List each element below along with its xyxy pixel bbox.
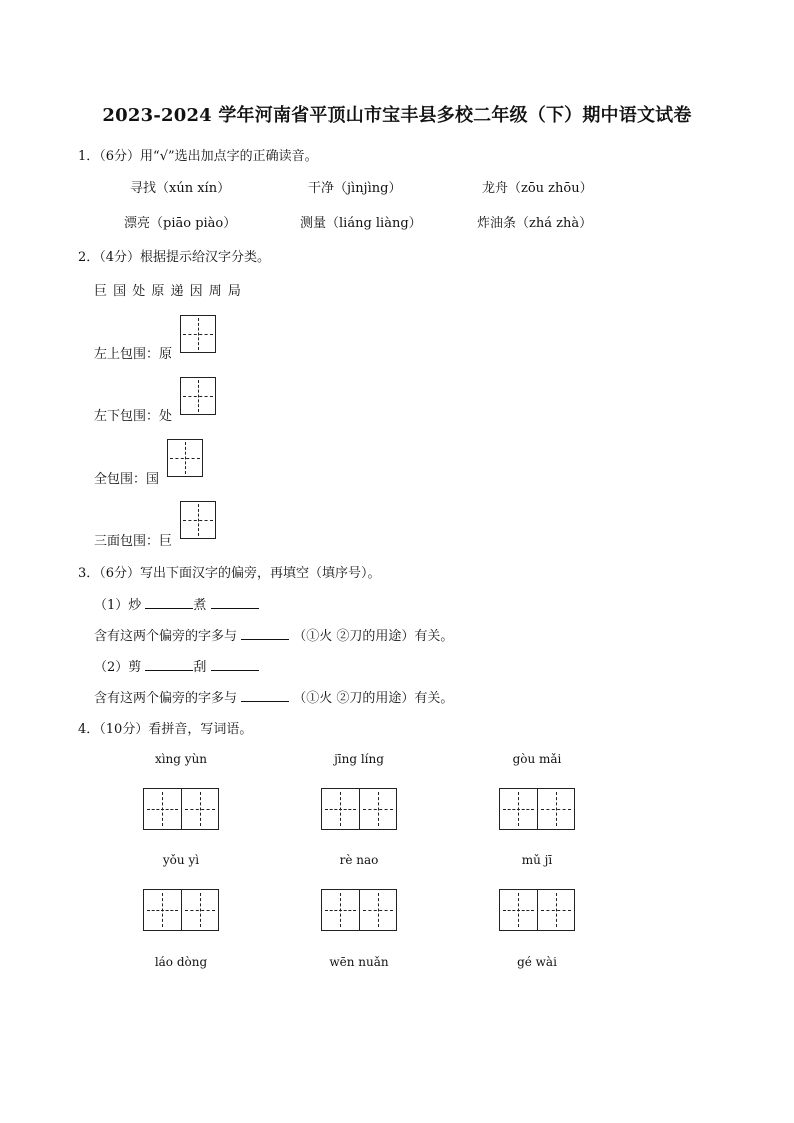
pinyin-label: gé wài — [517, 955, 557, 969]
answer-blank[interactable] — [145, 596, 193, 609]
word-grid[interactable] — [499, 788, 575, 830]
q2-row: 左下包围：处 — [94, 409, 173, 424]
q1-item: 龙舟（zōu zhōu） — [482, 181, 593, 196]
q3-part2-a: （2）剪 — [94, 660, 142, 675]
page-title: 2023-2024 学年河南省平顶山市宝丰县多校二年级（下）期中语文试卷 — [102, 105, 692, 126]
q3-part2 — [94, 656, 259, 675]
q2-chars: 巨 国 处 原 递 因 周 局 — [94, 284, 242, 299]
pinyin-label: xìng yùn — [154, 752, 208, 766]
q3-sentence2-a: 含有这两个偏旁的字多与 — [94, 691, 238, 706]
pinyin-label: gòu mǎi — [512, 752, 562, 766]
writing-grid[interactable] — [180, 501, 216, 539]
answer-blank[interactable] — [241, 627, 289, 640]
q1-item: 干净（jìnjìng） — [308, 181, 402, 196]
pinyin-label: mǔ jī — [521, 853, 553, 867]
q2-stem: 2．（4分）根据提示给汉字分类。 — [78, 250, 271, 265]
pinyin-label: yǒu yì — [162, 853, 200, 867]
q3-sentence1-a: 含有这两个偏旁的字多与 — [94, 629, 238, 644]
q3-part1-b: 煮 — [193, 598, 207, 613]
pinyin-label: rè nao — [339, 853, 379, 867]
q3-stem: 3．（6分）写出下面汉字的偏旁，再填空（填序号）。 — [78, 566, 381, 581]
q3-part1-a: （1）炒 — [94, 598, 142, 613]
q1-item: 炸油条（zhá zhà） — [477, 216, 593, 231]
q4-stem: 4．（10分）看拼音，写词语。 — [78, 722, 253, 737]
answer-blank[interactable] — [145, 658, 193, 671]
q3-part1 — [94, 594, 259, 613]
q1-item: 测量（liáng liàng） — [300, 216, 422, 231]
writing-grid[interactable] — [180, 377, 216, 415]
q3-part2-b: 刮 — [193, 660, 207, 675]
q3-sentence1-b: （①火 ②刀的用途）有关。 — [293, 629, 454, 644]
pinyin-label: wēn nuǎn — [329, 955, 389, 969]
pinyin-label: jīng líng — [334, 752, 384, 766]
word-grid[interactable] — [143, 889, 219, 931]
writing-grid[interactable] — [167, 439, 203, 477]
word-grid[interactable] — [143, 788, 219, 830]
word-grid[interactable] — [321, 788, 397, 830]
word-grid[interactable] — [321, 889, 397, 931]
q3-sentence2 — [94, 687, 453, 706]
q1-stem: 1．（6分）用“√”选出加点字的正确读音。 — [78, 149, 318, 164]
pinyin-label: láo dòng — [154, 955, 208, 969]
q1-item: 寻找（xún xín） — [130, 181, 231, 196]
q3-sentence2-b: （①火 ②刀的用途）有关。 — [293, 691, 454, 706]
q3-sentence1 — [94, 625, 453, 644]
answer-blank[interactable] — [241, 689, 289, 702]
q2-row: 左上包围：原 — [94, 347, 173, 362]
q1-item: 漂亮（piāo piào） — [124, 216, 237, 231]
q2-row: 三面包围：巨 — [94, 534, 173, 549]
answer-blank[interactable] — [211, 596, 259, 609]
word-grid[interactable] — [499, 889, 575, 931]
writing-grid[interactable] — [180, 315, 216, 353]
answer-blank[interactable] — [211, 658, 259, 671]
q2-row: 全包围：国 — [94, 472, 160, 487]
